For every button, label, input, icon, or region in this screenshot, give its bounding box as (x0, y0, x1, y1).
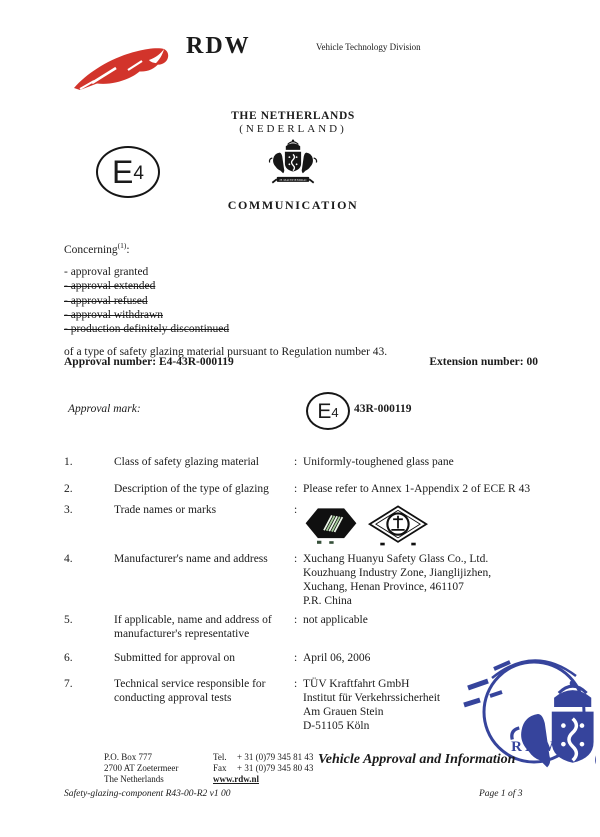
e4-approval-mark-large (96, 146, 160, 198)
trademark-hexagon-logo (303, 502, 359, 548)
e-number: 4 (133, 163, 144, 184)
approval-number-row (64, 356, 538, 368)
e-letter: E (112, 154, 134, 190)
option-production-discontinued: - production definitely discontinued (64, 323, 230, 336)
footer-website: www.rdw.nl (213, 774, 260, 784)
concerning-heading: Concerning$^{(1)}$: (64, 241, 130, 256)
approval-mark-label: Approval mark: (68, 403, 141, 415)
footer-slogan: Vehicle Approval and Information (318, 752, 516, 767)
extension-number: Extension number: 00 (429, 356, 538, 368)
certificate-page: RDW Vehicle Technology Division THE NETHERLANDS (NEDERLAND) COMMUNICATION E 4 Concerning$^{(1)}$: - approval granted - approval extended - approval refused - approval withdrawn - production definitely discontinued of a type of safety glazing material pursuant to Regulation number 43. Approval number: E4-43R-000119 Extension number: 00 Approval mark: E 4 43R-000119 1. Class of safety glazing material : Uniformly-toughened glass pane 2. Description of the type of glazing : Please refer to Annex 1-Appendix 2 of ECE R 43 3. Trade names or marks : 4. Manufacturer's name and address : Xuchang Huanyu Safety Glass Co., Ltd. Kouzhuang Industry Zone, Jianglijizhen, Xuchang, Henan Province, 461107 P.R. China 5. If applicable, name and address of manufacturer's representative : not applicable 6. Submitted for approval on : April 06, 2006 7. Technical service responsible for conducting approval tests : TÜV Kraftfahrt GmbH Institut für Verkehrssicherheit Am Grauen Stein D-51105 Köln RDW P.O. Box 777 2700 AT Zoetermeer The Netherlands Tel. + 31 (0)79 345 81 43 Fax + 31 (0)79 345 80 43 www.rdw.nl Vehicle Approval and Information Safety-glazing-component R43-00-R2 v1 00 Page 1 of 3 (0, 0, 600, 837)
trademark-diamond-logo (367, 502, 429, 548)
division-title: Vehicle Technology Division (316, 42, 421, 52)
e-number: 4 (331, 404, 339, 420)
concerning-section (64, 241, 387, 358)
option-approval-extended: - approval extended (64, 280, 156, 293)
subject-line: of a type of safety glazing material pursuant to Regulation number 43. (64, 345, 388, 358)
title-block (168, 110, 418, 213)
option-approval-withdrawn: - approval withdrawn (64, 309, 163, 322)
document-type-title: COMMUNICATION (227, 198, 359, 212)
trademark-logos (294, 502, 558, 548)
approval-number: Approval number: E4-43R-000119 (64, 356, 234, 368)
footer-contact: Tel. + 31 (0)79 345 81 43 Fax + 31 (0)79 345 80 43 www.rdw.nl (213, 752, 314, 784)
option-approval-granted: - approval granted (64, 265, 149, 278)
rdw-wing-logo (70, 34, 182, 98)
svg-text:RDW: RDW (511, 739, 557, 755)
approval-mark-number: 43R-000119 (354, 403, 412, 415)
dutch-coat-of-arms (266, 139, 320, 186)
footer-tel: + 31 (0)79 345 81 43 (237, 752, 314, 762)
page-indicator: Page 1 of 3 (479, 789, 523, 799)
footer-address: P.O. Box 777 2700 AT Zoetermeer The Netherlands (104, 752, 179, 784)
option-approval-refused: - approval refused (64, 294, 148, 307)
document-reference: Safety-glazing-component R43-00-R2 v1 00 (64, 789, 231, 799)
brand-wordmark: RDW (186, 33, 251, 59)
e-letter: E (317, 399, 332, 423)
footnote-ref: (1) (117, 241, 127, 250)
footer-fax: + 31 (0)79 345 80 43 (237, 763, 314, 773)
country-title: THE NETHERLANDS (231, 110, 355, 122)
country-native-title: (NEDERLAND) (239, 123, 347, 135)
e4-approval-mark-small (306, 392, 350, 430)
